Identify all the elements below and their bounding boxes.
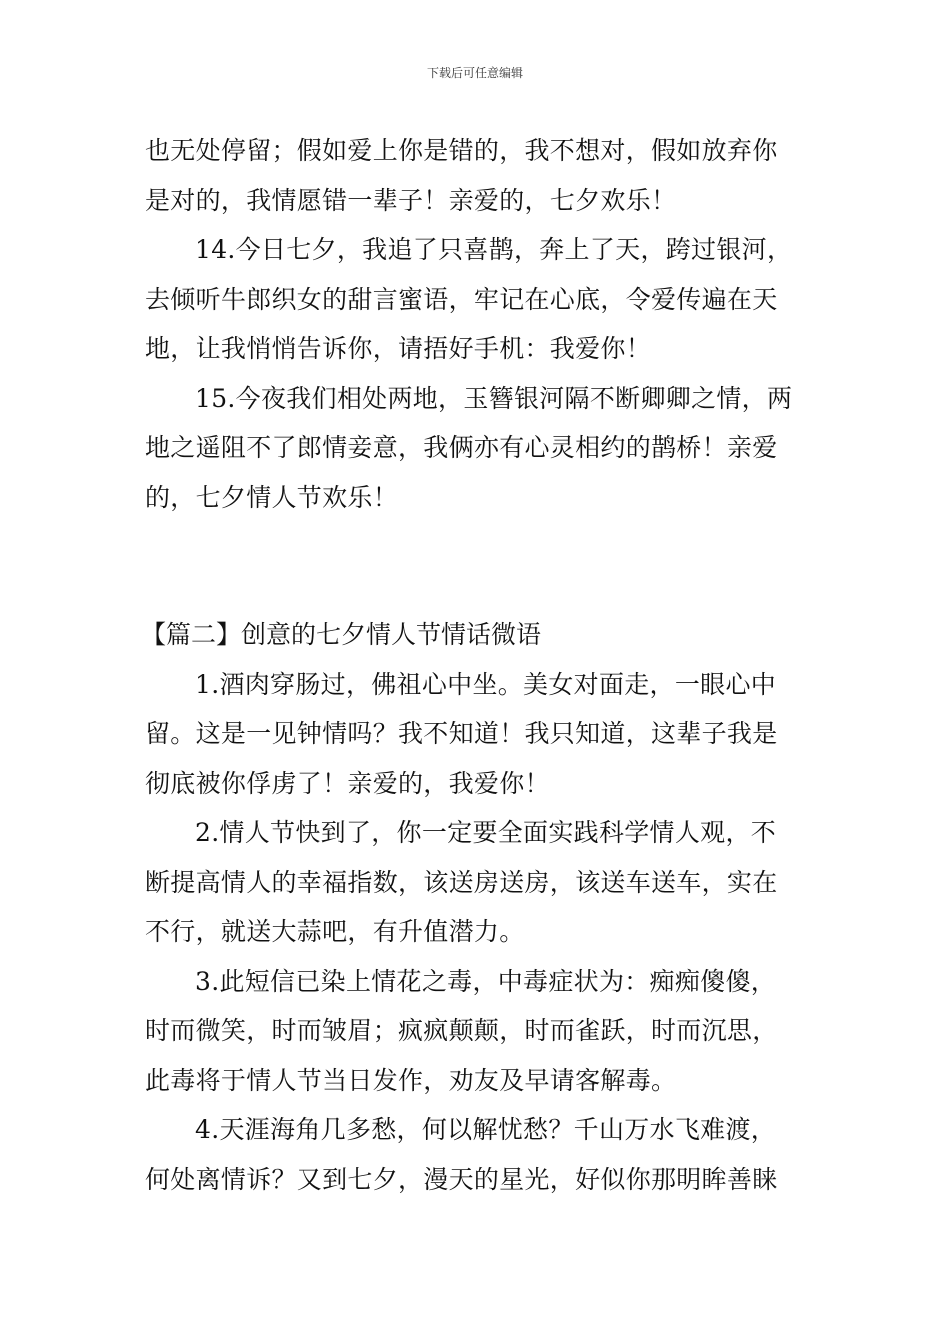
text-line: 留。这是一见钟情吗？我不知道！我只知道，这辈子我是 <box>145 719 778 748</box>
paragraph-start-line: 3.此短信已染上情花之毒，中毒症状为：痴痴傻傻， <box>195 966 777 996</box>
text-line: 的，七夕情人节欢乐！ <box>145 482 399 512</box>
section-heading: 【篇二】创意的七夕情人节情话微语 <box>141 620 542 649</box>
paragraph-start-line: 14.今日七夕，我追了只喜鹊，奔上了天，跨过银河， <box>195 235 793 264</box>
text-line: 时而微笑，时而皱眉；疯疯颠颠，时而雀跃，时而沉思， <box>145 1016 778 1045</box>
paragraph-start-line: 15.今夜我们相处两地，玉簪银河隔不断卿卿之情，两 <box>195 383 793 413</box>
text-line: 地之遥阻不了郎情妾意，我俩亦有心灵相约的鹊桥！亲爱 <box>145 433 778 462</box>
section-gap <box>145 522 807 610</box>
paragraph-start-line: 2.情人节快到了，你一定要全面实践科学情人观，不 <box>195 818 777 847</box>
text-line: 去倾听牛郎织女的甜言蜜语，牢记在心底，令爱传遍在天 <box>145 284 778 314</box>
document-body <box>141 126 807 1204</box>
text-line: 是对的，我情愿错一辈子！亲爱的，七夕欢乐！ <box>145 185 677 215</box>
text-line: 不行，就送大蒜吧，有升值潜力。 <box>145 917 525 946</box>
text-line: 断提高情人的幸福指数，该送房送房，该送车送车，实在 <box>145 867 778 897</box>
text-line: 此毒将于情人节当日发作，劝友及早请客解毒。 <box>145 1065 677 1095</box>
text-line: 彻底被你俘虏了！亲爱的，我爱你！ <box>145 768 550 798</box>
paragraph-start-line: 1.酒肉穿肠过，佛祖心中坐。美女对面走，一眼心中 <box>195 669 777 699</box>
paragraph-start-line: 4.天涯海角几多愁，何以解忧愁？千山万水飞难渡， <box>195 1115 777 1144</box>
text-line: 也无处停留；假如爱上你是错的，我不想对，假如放弃你 <box>145 136 778 165</box>
text-line: 地，让我悄悄告诉你，请捂好手机：我爱你！ <box>145 334 652 363</box>
page-header: 下载后可任意编辑 <box>426 66 523 80</box>
text-line: 何处离情诉？又到七夕，漫天的星光，好似你那明眸善睐 <box>145 1164 778 1194</box>
